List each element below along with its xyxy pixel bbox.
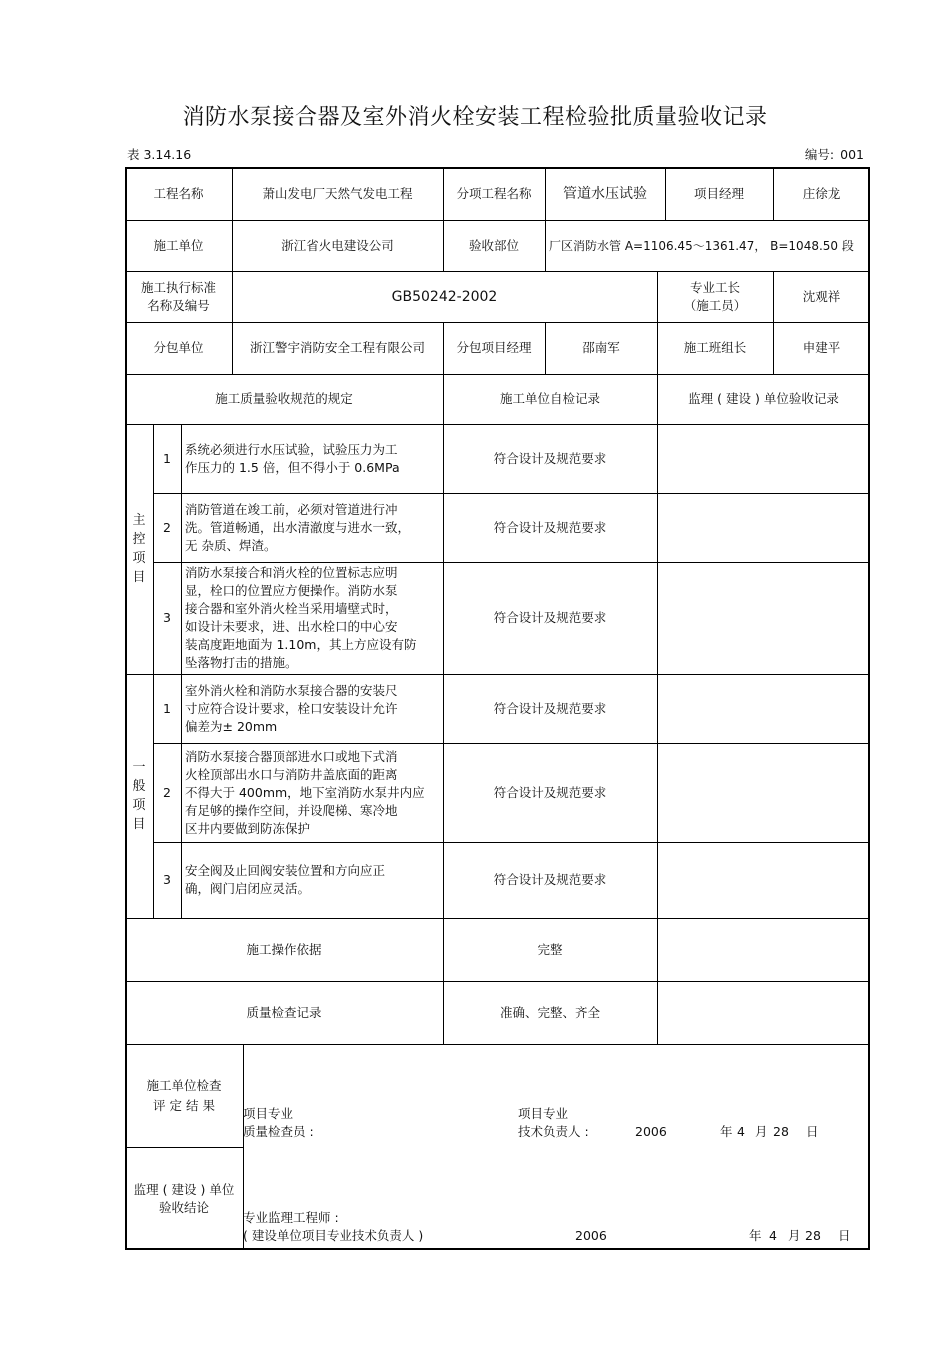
supervision-day: 28 xyxy=(805,1228,821,1243)
supervision-year: 2006 xyxy=(575,1228,607,1243)
supervision-nian: 年 xyxy=(749,1228,762,1243)
contractor-yue: 月 xyxy=(755,1124,768,1139)
general-item-text: 安全阀及止回阀安装位置和方向应正 确，阀门启闭应灵活。 xyxy=(185,863,386,896)
supervision-conclusion-label: 监理 ( 建设 ) 单位 验收结论 xyxy=(133,1181,235,1215)
quality-inspector-label: 项目专业 质量检查员 : xyxy=(243,1106,314,1139)
sub-project: 管道水压试验 xyxy=(563,185,647,202)
contractor-month: 4 xyxy=(737,1124,745,1139)
main-items-group-label: 主 控 项 目 xyxy=(132,513,146,585)
project-name-label: 工程名称 xyxy=(153,185,204,201)
main-item-no: 1 xyxy=(163,450,171,466)
supervision-ri: 日 xyxy=(838,1228,851,1243)
column-self-check: 施工单位自检记录 xyxy=(499,391,600,406)
general-item-text: 消防水泵接合器顶部进水口或地下式消 火栓顶部出水口与消防井盖底面的距离 不得大于 400mm，地下室消防水泵井内应 有足够的操作空间，并设爬梯、寒冷地 区井内要做到防冻保护 xyxy=(185,748,425,836)
contractor-day: 28 xyxy=(773,1124,789,1139)
owner-tech-lead-label: ( 建设单位项目专业技术负责人 ) xyxy=(243,1228,424,1243)
general-item-no: 2 xyxy=(163,784,171,800)
contractor-ri: 日 xyxy=(806,1124,819,1139)
general-items-group-label: 一 般 项 目 xyxy=(132,760,146,832)
subcontractor-label: 分包单位 xyxy=(153,340,204,355)
tech-lead-label: 项目专业 技术负责人 : xyxy=(518,1106,589,1139)
supervision-yue: 月 xyxy=(788,1228,801,1243)
page-title: 消防水泵接合器及室外消火栓安装工程检验批质量验收记录 xyxy=(182,105,768,130)
serial-value: 001 xyxy=(840,147,864,162)
subcontractor-name: 浙江警宇消防安全工程有限公司 xyxy=(249,340,425,355)
sub-pm-label: 分包项目经理 xyxy=(456,340,532,355)
standard-code: GB50242-2002 xyxy=(391,288,498,305)
general-item-result: 符合设计及规范要求 xyxy=(493,872,607,887)
sub-pm-name: 邵南军 xyxy=(582,340,620,355)
contractor-label: 施工单位 xyxy=(153,237,204,253)
supervision-month: 4 xyxy=(769,1228,777,1243)
main-item-no: 3 xyxy=(163,610,171,625)
contractor-name: 浙江省火电建设公司 xyxy=(281,237,394,253)
basis-label: 施工操作依据 xyxy=(246,941,322,957)
form-number: 表 3.14.16 xyxy=(127,147,192,162)
project-name: 萧山发电厂天然气发电工程 xyxy=(262,185,413,201)
general-item-result: 符合设计及规范要求 xyxy=(493,700,607,716)
foreman-label: 专业工长 （施工员） xyxy=(683,279,747,313)
inspection-part-label: 验收部位 xyxy=(468,237,519,253)
main-item-result: 符合设计及规范要求 xyxy=(493,519,607,535)
general-item-result: 符合设计及规范要求 xyxy=(493,784,607,800)
team-leader-label: 施工班组长 xyxy=(683,340,747,355)
contractor-conclusion-label: 施工单位检查 评 定 结 果 xyxy=(146,1077,222,1113)
main-item-result: 符合设计及规范要求 xyxy=(493,610,607,625)
general-item-no: 3 xyxy=(163,872,171,887)
basis-value: 完整 xyxy=(537,941,563,957)
inspection-part: 厂区消防水管 A=1106.45～1361.47， B=1048.50 段 xyxy=(549,238,854,253)
pm-name: 庄徐龙 xyxy=(802,185,841,201)
foreman-name: 沈观祥 xyxy=(802,288,841,304)
column-spec: 施工质量验收规范的规定 xyxy=(215,391,353,406)
general-item-no: 1 xyxy=(163,700,171,716)
serial-number xyxy=(799,145,864,163)
serial-label: 编号: xyxy=(804,147,835,162)
main-item-text: 消防水泵接合和消火栓的位置标志应明 显，栓口的位置应方便操作。消防水泵 接合器和室外消火栓当采用墙壁式时， 如设计未要求，进、出水栓口的中心安 装高度距地面为 1.10m，其上方应设有防 坠落物打击的措施。 xyxy=(185,565,417,670)
general-item-text: 室外消火栓和消防水泵接合器的安装尺 寸应符合设计要求，栓口安装设计允许 偏差为± 20mm xyxy=(185,682,398,734)
column-supervision: 监理 ( 建设 ) 单位验收记录 xyxy=(688,391,839,406)
contractor-nian: 年 xyxy=(720,1124,733,1139)
sub-project-label: 分项工程名称 xyxy=(456,185,532,201)
quality-record-label: 质量检查记录 xyxy=(246,1004,322,1020)
contractor-year: 2006 xyxy=(635,1124,667,1139)
pm-label: 项目经理 xyxy=(693,185,744,201)
team-leader-name: 申建平 xyxy=(802,340,841,355)
standard-label: 施工执行标准 名称及编号 xyxy=(140,279,216,313)
main-item-no: 2 xyxy=(163,519,171,535)
inspection-table xyxy=(125,167,870,1250)
supervision-engineer-label: 专业监理工程师 : xyxy=(243,1210,339,1225)
quality-record-value: 准确、完整、齐全 xyxy=(499,1004,600,1020)
main-item-result: 符合设计及规范要求 xyxy=(493,450,607,466)
main-item-text: 系统必须进行水压试验，试验压力为工 作压力的 1.5 倍，但不得小于 0.6MPa xyxy=(185,441,400,475)
main-item-text: 消防管道在竣工前，必须对管道进行冲 洗。管道畅通，出水清澈度与进水一致， 无 杂质、焊渣。 xyxy=(185,501,411,553)
